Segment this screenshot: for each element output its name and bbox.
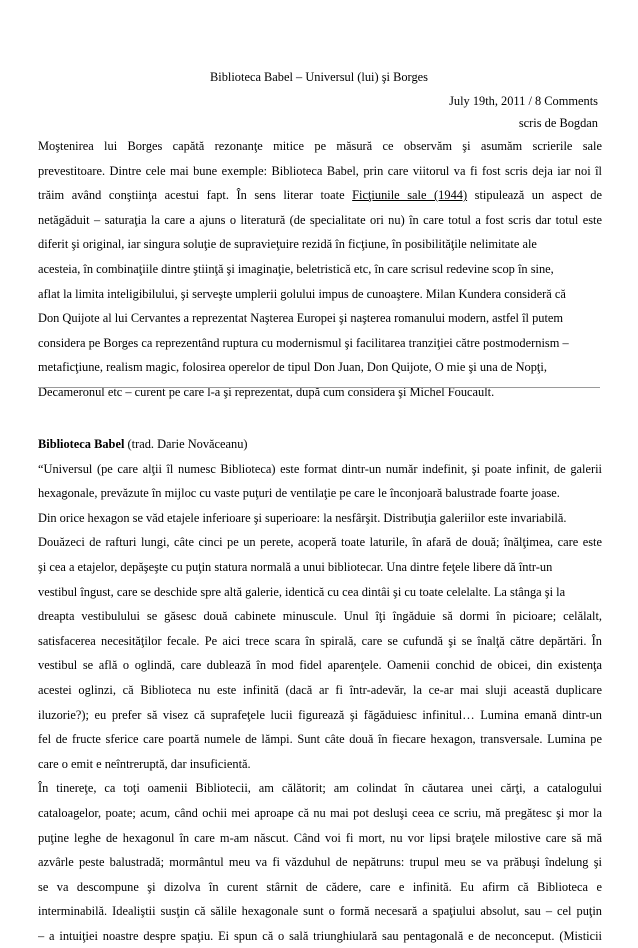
text-fragment: stipulează un aspect de <box>474 188 602 203</box>
text-line: Decameronul etc – curent pe care l-a şi reprezentat, după cum considera şi Michel Foucault. <box>38 384 495 399</box>
article-meta <box>449 90 598 134</box>
text-line: azvârle peste balustradă; mormântul meu va fi văzduhul de nepătruns: trupul meu se va prăbuşi îndelung şi <box>38 855 602 870</box>
excerpt-section <box>38 432 602 948</box>
text-line: Don Quijote al lui Cervantes a reprezentat Naşterea Europei şi naşterea romanului modern, astfel îl putem <box>38 311 564 326</box>
text-line: “Universul (pe care alţii îl numesc Biblioteca) este format dintr-un număr indefinit, şi poate infinit, de galerii <box>38 461 602 476</box>
text-line: considera pe Borges ca reprezentând ruptura cu modernismul şi facilitarea tranziţiei către postmodernism – <box>38 335 569 350</box>
text-line: acesteia, în combinaţiile dintre ştiinţă şi imaginaţie, beletristică etc, în care scrisul redevine scop în sine, <box>38 261 554 276</box>
text-line: interminabilă. Idealiştii susţin că sălile hexagonale sunt o formă necesară a spaţiului absolut, sau – cel puţin <box>38 904 602 919</box>
text-line: În tinereţe, ca toţi oamenii Bibliotecii, am călătorit; am colindat în căutarea unei cărţi, a catalogului <box>38 781 602 796</box>
text-line: Douăzeci de rafturi lungi, câte cinci pe un perete, acoperă toate laturile, în afară de două; înălţimea, care este <box>38 535 602 550</box>
date-comments-line: July 19th, 2011 / 8 Comments <box>449 94 598 108</box>
author-line: scris de Bogdan <box>518 116 598 130</box>
excerpt-heading: Biblioteca Babel <box>38 437 125 451</box>
text-line: netăgăduit – saturaţia la care a ajuns o literatură (de specialitate ori nu) în care totul a fost scris dar totul este <box>38 212 602 227</box>
intro-paragraph <box>38 134 602 405</box>
text-line: care o emit e neîntreruptă, dar insuficientă. <box>38 756 251 771</box>
text-line: hexagonale, prevăzute în mijloc cu vaste puţuri de ventilaţie pe care le înconjoară balustrade foarte joase. <box>38 486 560 501</box>
translator-note: (trad. Darie Novăceanu) <box>127 437 248 451</box>
text-fragment: trăim având conştiinţa acestui fapt. În sens literar toate <box>38 188 345 203</box>
section-divider <box>38 387 600 388</box>
text-line: vestibul îngust, care se deschide spre altă galerie, identică cu cea dintâi şi cu toate celelalte. La stânga şi la <box>38 584 566 599</box>
text-line: diferit şi original, iar singura soluţie de supravieţuire rezidă în ficţiune, în posibilităţile nelimitate ale <box>38 237 537 252</box>
text-line: metaficţiune, realism magic, folosirea operelor de tipul Don Juan, Don Quijote, O mie şi una de Nopţi, <box>38 360 547 375</box>
article-title: Biblioteca Babel – Universul (lui) şi Borges <box>210 70 428 84</box>
text-line: prevestitoare. Dintre cele mai bune exemple: Biblioteca Babel, prin care viitorul va fi fost scris deja iar noi îl <box>38 163 602 178</box>
text-line: – a intuiţiei noastre despre spaţiu. Ei spun că o sală triunghiulară sau pentagonală e de neconceput. (Misticii <box>38 928 602 943</box>
ficiunile-link[interactable]: Ficţiunile sale (1944) <box>352 188 468 203</box>
text-line: şi cea a etajelor, depăşeşte cu puţin statura normală a unui bibliotecar. Una dintre feţele libere dă într-un <box>38 559 553 574</box>
text-line: Moştenirea lui Borges capătă rezonanţe mitice pe măsură ce observăm şi asumăm scrierile sale <box>38 139 602 153</box>
text-line: Din orice hexagon se văd etajele inferioare şi superioare: la nesfârşit. Distribuţia galeriilor este invariabilă. <box>38 510 567 525</box>
text-line: acestei oglinzi, că Biblioteca nu este infinită (dacă ar fi într-adevăr, la ce-ar mai sluji această duplicare <box>38 682 602 697</box>
text-line: cataloagelor, poate; acum, când ochii mei aproape că nu mai pot desluşi ceea ce scriu, mă pregătesc şi mor la <box>38 805 602 820</box>
text-line: satisfacerea necesităţilor fecale. Pe aici trece scara în spirală, care se cufundă şi se înalţă către depărtări. În <box>38 633 602 648</box>
excerpt-heading-line <box>38 432 602 457</box>
text-line: vestibul se află o oglindă, care dublează în mod fidel aparenţele. Oamenii conchid de obicei, din existenţa <box>38 658 602 673</box>
text-line: se va descompune şi dizolva în curent stârnit de cădere, care e infinită. Eu afirm că Biblioteca e <box>38 879 602 894</box>
text-line-with-link <box>38 183 602 208</box>
text-line: dreapta vestibulului se găsesc două cabinete minuscule. Unul îţi îngăduie să dormi în picioare; celălalt, <box>38 609 602 624</box>
text-line: aflat la limita inteligibilului, şi serveşte umplerii golului impus de cunoaştere. Milan Kundera consideră că <box>38 286 566 301</box>
text-line: iluzorie?); eu prefer să visez că suprafeţele lucii figurează şi făgăduiesc infinitul… Lumina emană dintr-un <box>38 707 602 722</box>
text-line: fel de fructe sferice care poartă numele de lămpi. Sunt câte două în fiecare hexagon, transversale. Lumina pe <box>38 732 602 747</box>
text-line: puţine leghe de hexagonul în care m-am născut. Când voi fi mort, nu vor lipsi braţele milostive care să mă <box>38 830 602 845</box>
